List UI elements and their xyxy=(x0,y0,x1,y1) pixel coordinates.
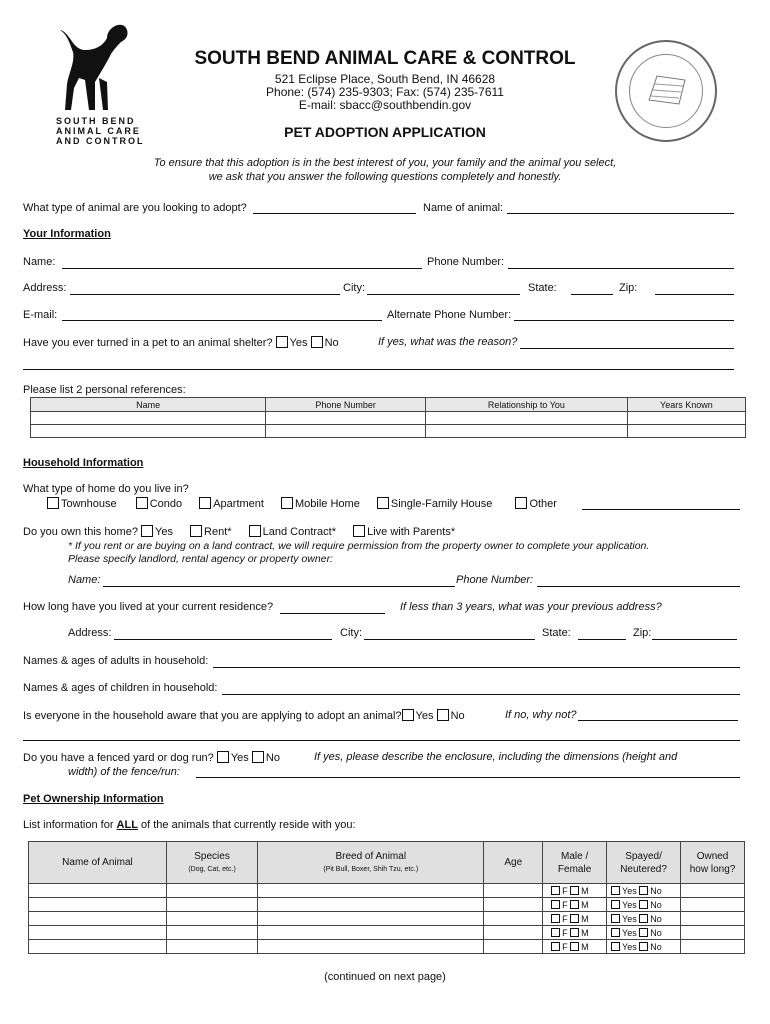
fence-desc-1: If yes, please describe the enclosure, including the dimensions (height and xyxy=(314,751,678,763)
prev-zip-field[interactable] xyxy=(652,639,737,640)
org-address: 521 Eclipse Place, South Bend, IN 46628 xyxy=(274,72,496,86)
zip-label: Zip: xyxy=(619,282,638,294)
spayed-yes-checkbox[interactable] xyxy=(611,928,620,937)
shelter-no-checkbox[interactable] xyxy=(311,336,323,348)
female-checkbox[interactable] xyxy=(551,942,560,951)
city-label: City: xyxy=(343,282,365,294)
prev-address-label: Address: xyxy=(68,627,112,639)
female-checkbox[interactable] xyxy=(551,928,560,937)
city-field[interactable] xyxy=(367,294,520,295)
live-with-parents-label: Live with Parents* xyxy=(367,526,456,538)
adults-label: Names & ages of adults in household: xyxy=(23,655,209,667)
pets-list-instruction xyxy=(23,819,356,831)
name-label: Name: xyxy=(23,256,56,268)
city-seal-icon xyxy=(615,40,717,142)
male-checkbox[interactable] xyxy=(570,942,579,951)
male-checkbox[interactable] xyxy=(570,900,579,909)
home-type-question: What type of home do you live in? xyxy=(23,483,189,495)
aware-question xyxy=(23,709,465,722)
prev-address-field[interactable] xyxy=(114,639,332,640)
pets-list-all: ALL xyxy=(116,819,138,831)
male-checkbox[interactable] xyxy=(570,914,579,923)
aware-why-field-2[interactable] xyxy=(23,740,740,741)
fence-no-label: No xyxy=(265,752,280,764)
table-row[interactable] xyxy=(31,412,746,425)
fence-desc-field[interactable] xyxy=(196,777,740,778)
aware-question-text: Is everyone in the household aware that you are applying to adopt an animal? xyxy=(23,710,402,722)
shelter-question xyxy=(23,336,339,349)
spayed-no-checkbox[interactable] xyxy=(639,900,648,909)
how-long-field[interactable] xyxy=(280,613,385,614)
fence-question-text: Do you have a fenced yard or dog run? xyxy=(23,752,214,764)
aware-no-label: No xyxy=(450,710,465,722)
phone-field[interactable] xyxy=(508,268,734,269)
home-type-options xyxy=(47,497,557,510)
landlord-phone-label: Phone Number: xyxy=(456,574,534,586)
fence-yes-label: Yes xyxy=(230,752,249,764)
email-field[interactable] xyxy=(62,320,382,321)
townhouse-checkbox[interactable] xyxy=(47,497,59,509)
female-checkbox[interactable] xyxy=(551,914,560,923)
phone-label: Phone Number: xyxy=(427,256,505,268)
pet-col-name: Name of Animal xyxy=(29,842,167,884)
other-label: Other xyxy=(529,498,557,510)
name-field[interactable] xyxy=(62,268,422,269)
other-checkbox[interactable] xyxy=(515,497,527,509)
own-home-question xyxy=(23,525,455,538)
shelter-reason-field-2[interactable] xyxy=(23,369,734,370)
prev-zip-label: Zip: xyxy=(633,627,652,639)
animal-type-field[interactable] xyxy=(253,213,416,214)
children-label: Names & ages of children in household: xyxy=(23,682,218,694)
apartment-label: Apartment xyxy=(213,498,264,510)
land-contract-checkbox[interactable] xyxy=(249,525,261,537)
pet-col-breed: Breed of Animal (Pit Bull, Boxer, Shih Tzu, etc.) xyxy=(258,842,484,884)
single-family-label: Single-Family House xyxy=(390,498,493,510)
pet-col-spayed: Spayed/ Neutered? xyxy=(607,842,681,884)
logo-line-3: AND CONTROL xyxy=(56,136,145,146)
intro-line-2: we ask that you answer the following questions completely and honestly. xyxy=(208,171,562,183)
fence-desc-2: width) of the fence/run: xyxy=(68,766,180,778)
female-checkbox[interactable] xyxy=(551,886,560,895)
children-field[interactable] xyxy=(222,694,740,695)
pets-table xyxy=(28,841,745,954)
male-checkbox[interactable] xyxy=(570,886,579,895)
other-home-field[interactable] xyxy=(582,509,740,510)
own-home-text: Do you own this home? xyxy=(23,526,138,538)
male-checkbox[interactable] xyxy=(570,928,579,937)
table-row[interactable]: F M Yes No xyxy=(29,898,745,912)
shelter-yes-checkbox[interactable] xyxy=(276,336,288,348)
table-row[interactable]: F M Yes No xyxy=(29,940,745,954)
state-field[interactable] xyxy=(571,294,613,295)
pet-col-sex: Male / Female xyxy=(543,842,607,884)
aware-why-label: If no, why not? xyxy=(505,709,577,721)
prev-city-field[interactable] xyxy=(364,639,535,640)
logo-line-1: SOUTH BEND xyxy=(56,116,136,126)
org-name: SOUTH BEND ANIMAL CARE & CONTROL xyxy=(194,48,576,69)
zip-field[interactable] xyxy=(655,294,734,295)
shelter-no-label: No xyxy=(324,337,339,349)
references-label: Please list 2 personal references: xyxy=(23,384,186,396)
rent-label: Rent* xyxy=(204,526,232,538)
address-field[interactable] xyxy=(70,294,340,295)
shelter-reason-field[interactable] xyxy=(520,348,734,349)
pets-list-post: of the animals that currently reside with you: xyxy=(137,819,356,831)
fence-question xyxy=(23,751,280,764)
aware-yes-label: Yes xyxy=(415,710,434,722)
live-with-parents-checkbox[interactable] xyxy=(353,525,365,537)
single-family-checkbox[interactable] xyxy=(377,497,389,509)
address-label: Address: xyxy=(23,282,67,294)
email-label: E-mail: xyxy=(23,309,58,321)
state-label: State: xyxy=(528,282,557,294)
ref-col-years: Years Known xyxy=(627,398,745,412)
landlord-note: Please specify landlord, rental agency or property owner: xyxy=(68,553,333,565)
form-title: PET ADOPTION APPLICATION xyxy=(284,124,486,140)
spayed-yes-checkbox[interactable] xyxy=(611,942,620,951)
ref-col-relationship: Relationship to You xyxy=(426,398,628,412)
landlord-name-label: Name: xyxy=(68,574,101,586)
fence-yes-checkbox[interactable] xyxy=(217,751,229,763)
spayed-no-checkbox[interactable] xyxy=(639,942,648,951)
ref-col-name: Name xyxy=(31,398,266,412)
own-yes-checkbox[interactable] xyxy=(141,525,153,537)
references-table xyxy=(30,397,746,438)
pets-list-pre: List information for xyxy=(23,819,117,831)
animal-name-field[interactable] xyxy=(507,213,734,214)
logo-text xyxy=(56,116,145,146)
own-yes-label: Yes xyxy=(155,526,173,538)
spayed-no-checkbox[interactable] xyxy=(639,928,648,937)
shelter-yes-label: Yes xyxy=(289,337,308,349)
condo-checkbox[interactable] xyxy=(136,497,148,509)
condo-label: Condo xyxy=(149,498,183,510)
dog-logo-icon xyxy=(55,22,145,112)
land-contract-label: Land Contract* xyxy=(262,526,337,538)
intro-line-1: To ensure that this adoption is in the best interest of you, your family and the animal you select, xyxy=(153,157,617,169)
table-row[interactable]: F M Yes No xyxy=(29,926,745,940)
aware-no-checkbox[interactable] xyxy=(437,709,449,721)
spayed-yes-checkbox[interactable] xyxy=(611,900,620,909)
spayed-no-checkbox[interactable] xyxy=(639,886,648,895)
pet-col-owned: Owned how long? xyxy=(681,842,745,884)
apartment-checkbox[interactable] xyxy=(199,497,211,509)
rent-checkbox[interactable] xyxy=(190,525,202,537)
prev-city-label: City: xyxy=(340,627,362,639)
female-checkbox[interactable] xyxy=(551,900,560,909)
alt-phone-field[interactable] xyxy=(514,320,734,321)
org-email: E-mail: sbacc@southbendin.gov xyxy=(298,98,472,112)
aware-why-field[interactable] xyxy=(578,720,738,721)
shelter-reason-label: If yes, what was the reason? xyxy=(378,336,518,348)
household-heading: Household Information xyxy=(23,457,144,469)
table-row[interactable]: F M Yes No xyxy=(29,884,745,898)
rent-note: * If you rent or are buying on a land contract, we will require permission from the property owner to complete your application. xyxy=(68,540,650,552)
adults-field[interactable] xyxy=(213,667,740,668)
how-long-label: How long have you lived at your current residence? xyxy=(23,601,274,613)
spayed-yes-checkbox[interactable] xyxy=(611,914,620,923)
townhouse-label: Townhouse xyxy=(61,498,117,510)
spayed-no-checkbox[interactable] xyxy=(639,914,648,923)
animal-type-label: What type of animal are you looking to adopt? xyxy=(23,202,247,214)
prev-state-label: State: xyxy=(542,627,571,639)
prev-address-question: If less than 3 years, what was your previous address? xyxy=(400,601,662,613)
animal-name-label: Name of animal: xyxy=(423,202,504,214)
aware-yes-checkbox[interactable] xyxy=(402,709,414,721)
table-row[interactable]: F M Yes No xyxy=(29,912,745,926)
pet-col-species: Species (Dog, Cat, etc.) xyxy=(166,842,257,884)
landlord-name-field[interactable] xyxy=(103,586,455,587)
ref-col-phone: Phone Number xyxy=(266,398,426,412)
mobile-home-checkbox[interactable] xyxy=(281,497,293,509)
spayed-yes-checkbox[interactable] xyxy=(611,886,620,895)
your-info-heading: Your Information xyxy=(23,228,111,240)
alt-phone-label: Alternate Phone Number: xyxy=(387,309,512,321)
pets-heading: Pet Ownership Information xyxy=(23,793,164,805)
shelter-question-text: Have you ever turned in a pet to an animal shelter? xyxy=(23,337,273,349)
fence-no-checkbox[interactable] xyxy=(252,751,264,763)
landlord-phone-field[interactable] xyxy=(537,586,740,587)
org-phone: Phone: (574) 235-9303; Fax: (574) 235-7611 xyxy=(266,85,504,99)
logo-line-2: ANIMAL CARE xyxy=(56,126,141,136)
pet-col-age: Age xyxy=(484,842,543,884)
table-row[interactable] xyxy=(31,425,746,438)
mobile-home-label: Mobile Home xyxy=(295,498,360,510)
prev-state-field[interactable] xyxy=(578,639,626,640)
footer-continued: (continued on next page) xyxy=(324,971,446,983)
